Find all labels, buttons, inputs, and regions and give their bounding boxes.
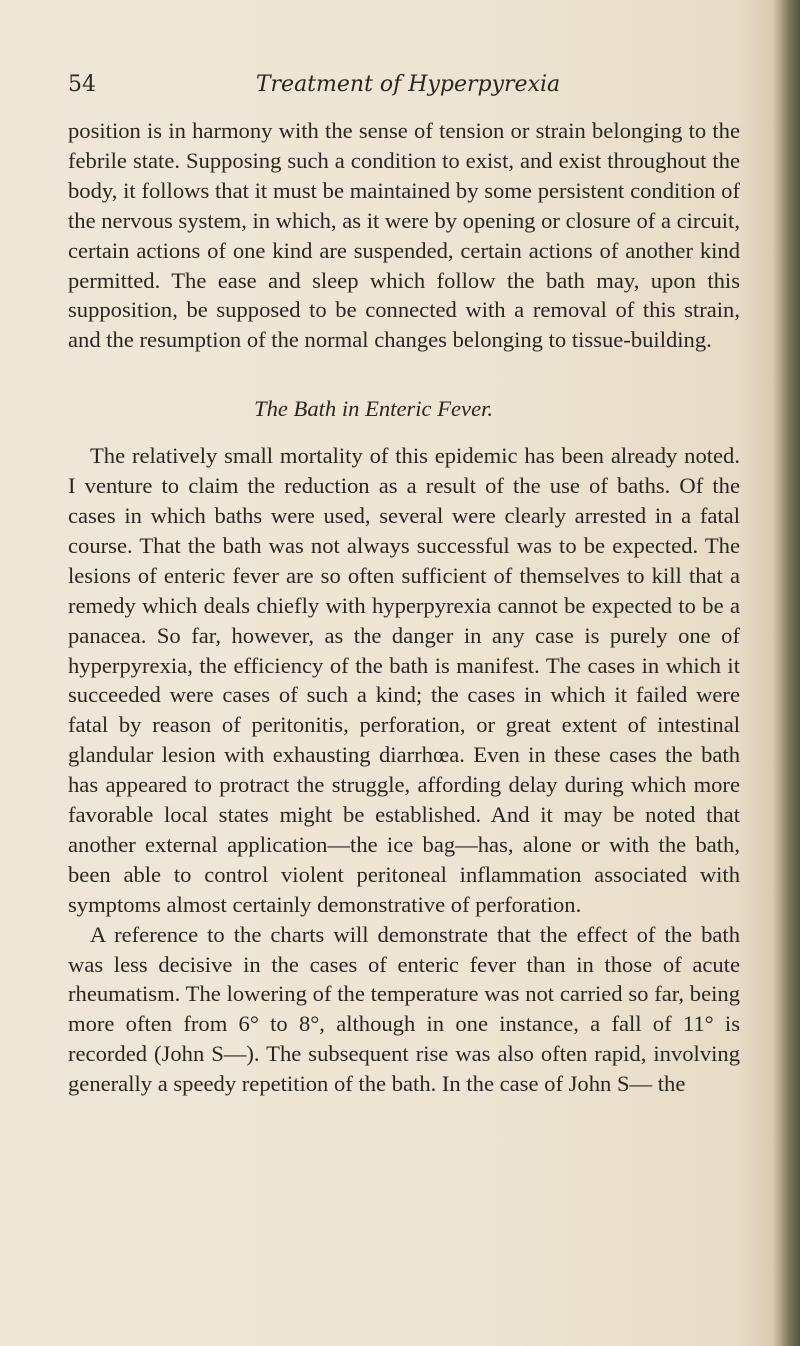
- page-number: 54: [68, 72, 96, 97]
- page-header: [68, 72, 728, 104]
- paragraph: A reference to the charts will demonstrate that the effect of the bath was less decisive in the cases of enteric fever than in those of acute rheumatism. The lowering of the temperature was not carried so far, being more often from 6° to 8°, although in one instance, a fall of 11° is recorded (John S—). The subsequent rise was also often rapid, involving generally a speedy repetition of the bath. In the case of John S— the: [68, 921, 740, 1097]
- paragraph: The relatively small mortality of this epidemic has been already noted. I venture to claim the reduction as a result of the use of baths. Of the cases in which baths were used, several were clearly arrested in a fatal course. That the bath was not always successful was to be expected. The lesions of enteric fever are so often sufficient of themselves to kill that a remedy which deals chiefly with hyperpyrexia cannot be expected to be a panacea. So far, however, as the danger in any case is purely one of hyperpyrexia, the efficiency of the bath is manifest. The cases in which it succeeded were cases of such a kind; the cases in which it failed were fatal by reason of peritonitis, perforation, or great extent of intestinal glandular lesion with exhausting diarrhœa. Even in these cases the bath has appeared to protract the struggle, affording delay during which more favorable local states might be established. And it may be noted that another external application—the ice bag—has, alone or with the bath, been able to control violent peritoneal inflammation associated with symptoms almost certainly demonstrative of perforation.: [68, 443, 740, 917]
- running-title: Treatment of Hyperpyrexia: [255, 72, 561, 97]
- paragraph: position is in harmony with the sense of tension or strain belonging to the febrile state. Supposing such a condition to exist, and exist throughout the body, it follows that it must be maintained by some persistent condition of the nervous system, in which, as it were by opening or closure of a circuit, certain actions of one kind are suspended, certain actions of another kind permitted. The ease and sleep which follow the bath may, upon this supposition, be supposed to be connected with a removal of this strain, and the resumption of the normal changes belonging to tissue-building.: [68, 118, 740, 353]
- section-heading: The Bath in Enteric Fever.: [254, 396, 494, 422]
- body-text: [68, 116, 740, 1099]
- page-edge-shadow: [772, 0, 800, 1346]
